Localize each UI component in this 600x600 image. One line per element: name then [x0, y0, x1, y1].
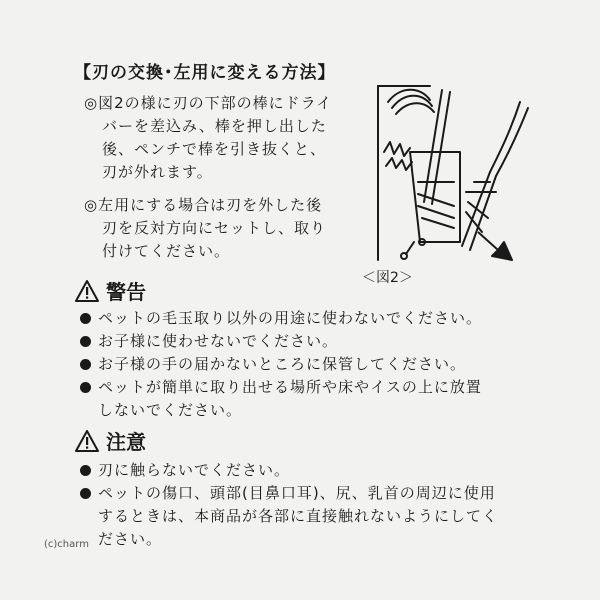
instruction-line: 刃を反対方向にセットし、取り — [102, 219, 327, 237]
list-item-text: ペットが簡単に取り出せる場所や床やイスの上に放置 — [98, 378, 482, 396]
list-item — [80, 482, 540, 551]
caution-heading — [74, 426, 146, 455]
bullet-dot — [80, 488, 91, 499]
list-item-text: 刃に触らないでください。 — [98, 461, 291, 479]
caution-list — [80, 459, 540, 551]
list-item — [80, 353, 540, 376]
list-item-text: お子様の手の届かないところに保管してください。 — [98, 355, 467, 373]
bullet-dot — [80, 359, 91, 370]
list-item — [80, 307, 540, 330]
list-item-text: ださい。 — [98, 530, 163, 548]
list-item-text: お子様に使わせないでください。 — [98, 332, 339, 350]
page-title: 【刃の交換･左用に変える方法】 — [74, 63, 336, 83]
list-item-text: ペットの毛玉取り以外の用途に使わないでください。 — [98, 309, 483, 327]
instruction-line: ◎図2の様に刃の下部の棒にドライ — [84, 94, 333, 112]
warning-triangle-icon — [74, 429, 100, 453]
list-item-text: ペットの傷口、頭部(目鼻口耳)、尻、乳首の周辺に使用 — [98, 484, 496, 502]
down-right-arrow-icon — [478, 232, 512, 260]
instruction-line: 刃が外れます。 — [102, 163, 213, 181]
instruction-line: 付けてください。 — [102, 242, 231, 260]
instruction-line: バーを差込み、棒を押し出した — [102, 117, 327, 135]
warning-triangle-icon — [74, 279, 100, 303]
list-item-text: するときは、本商品が各部に直接触れないようにしてく — [98, 507, 499, 525]
caution-heading-text: 注意 — [106, 430, 146, 454]
blade-replacement-instructions — [84, 92, 354, 184]
warning-heading-text: 警告 — [106, 280, 146, 304]
bullet-dot — [80, 382, 91, 393]
figure-2-illustration — [370, 82, 530, 262]
list-item — [80, 376, 540, 422]
bullet-dot — [80, 336, 91, 347]
list-item-text: しないでください。 — [98, 401, 243, 419]
instruction-line: ◎左用にする場合は刃を外した後 — [84, 196, 323, 214]
instruction-line: 後、ペンチで棒を引き抜くと、 — [102, 140, 327, 158]
list-item — [80, 459, 540, 482]
figure-caption: ＜図2＞ — [362, 270, 413, 286]
list-item — [80, 330, 540, 353]
bullet-dot — [80, 313, 91, 324]
copyright-watermark: (c)charm — [44, 539, 89, 550]
warning-list — [80, 307, 540, 422]
warning-heading — [74, 276, 146, 305]
left-hand-instructions — [84, 194, 354, 263]
bullet-dot — [80, 465, 91, 476]
